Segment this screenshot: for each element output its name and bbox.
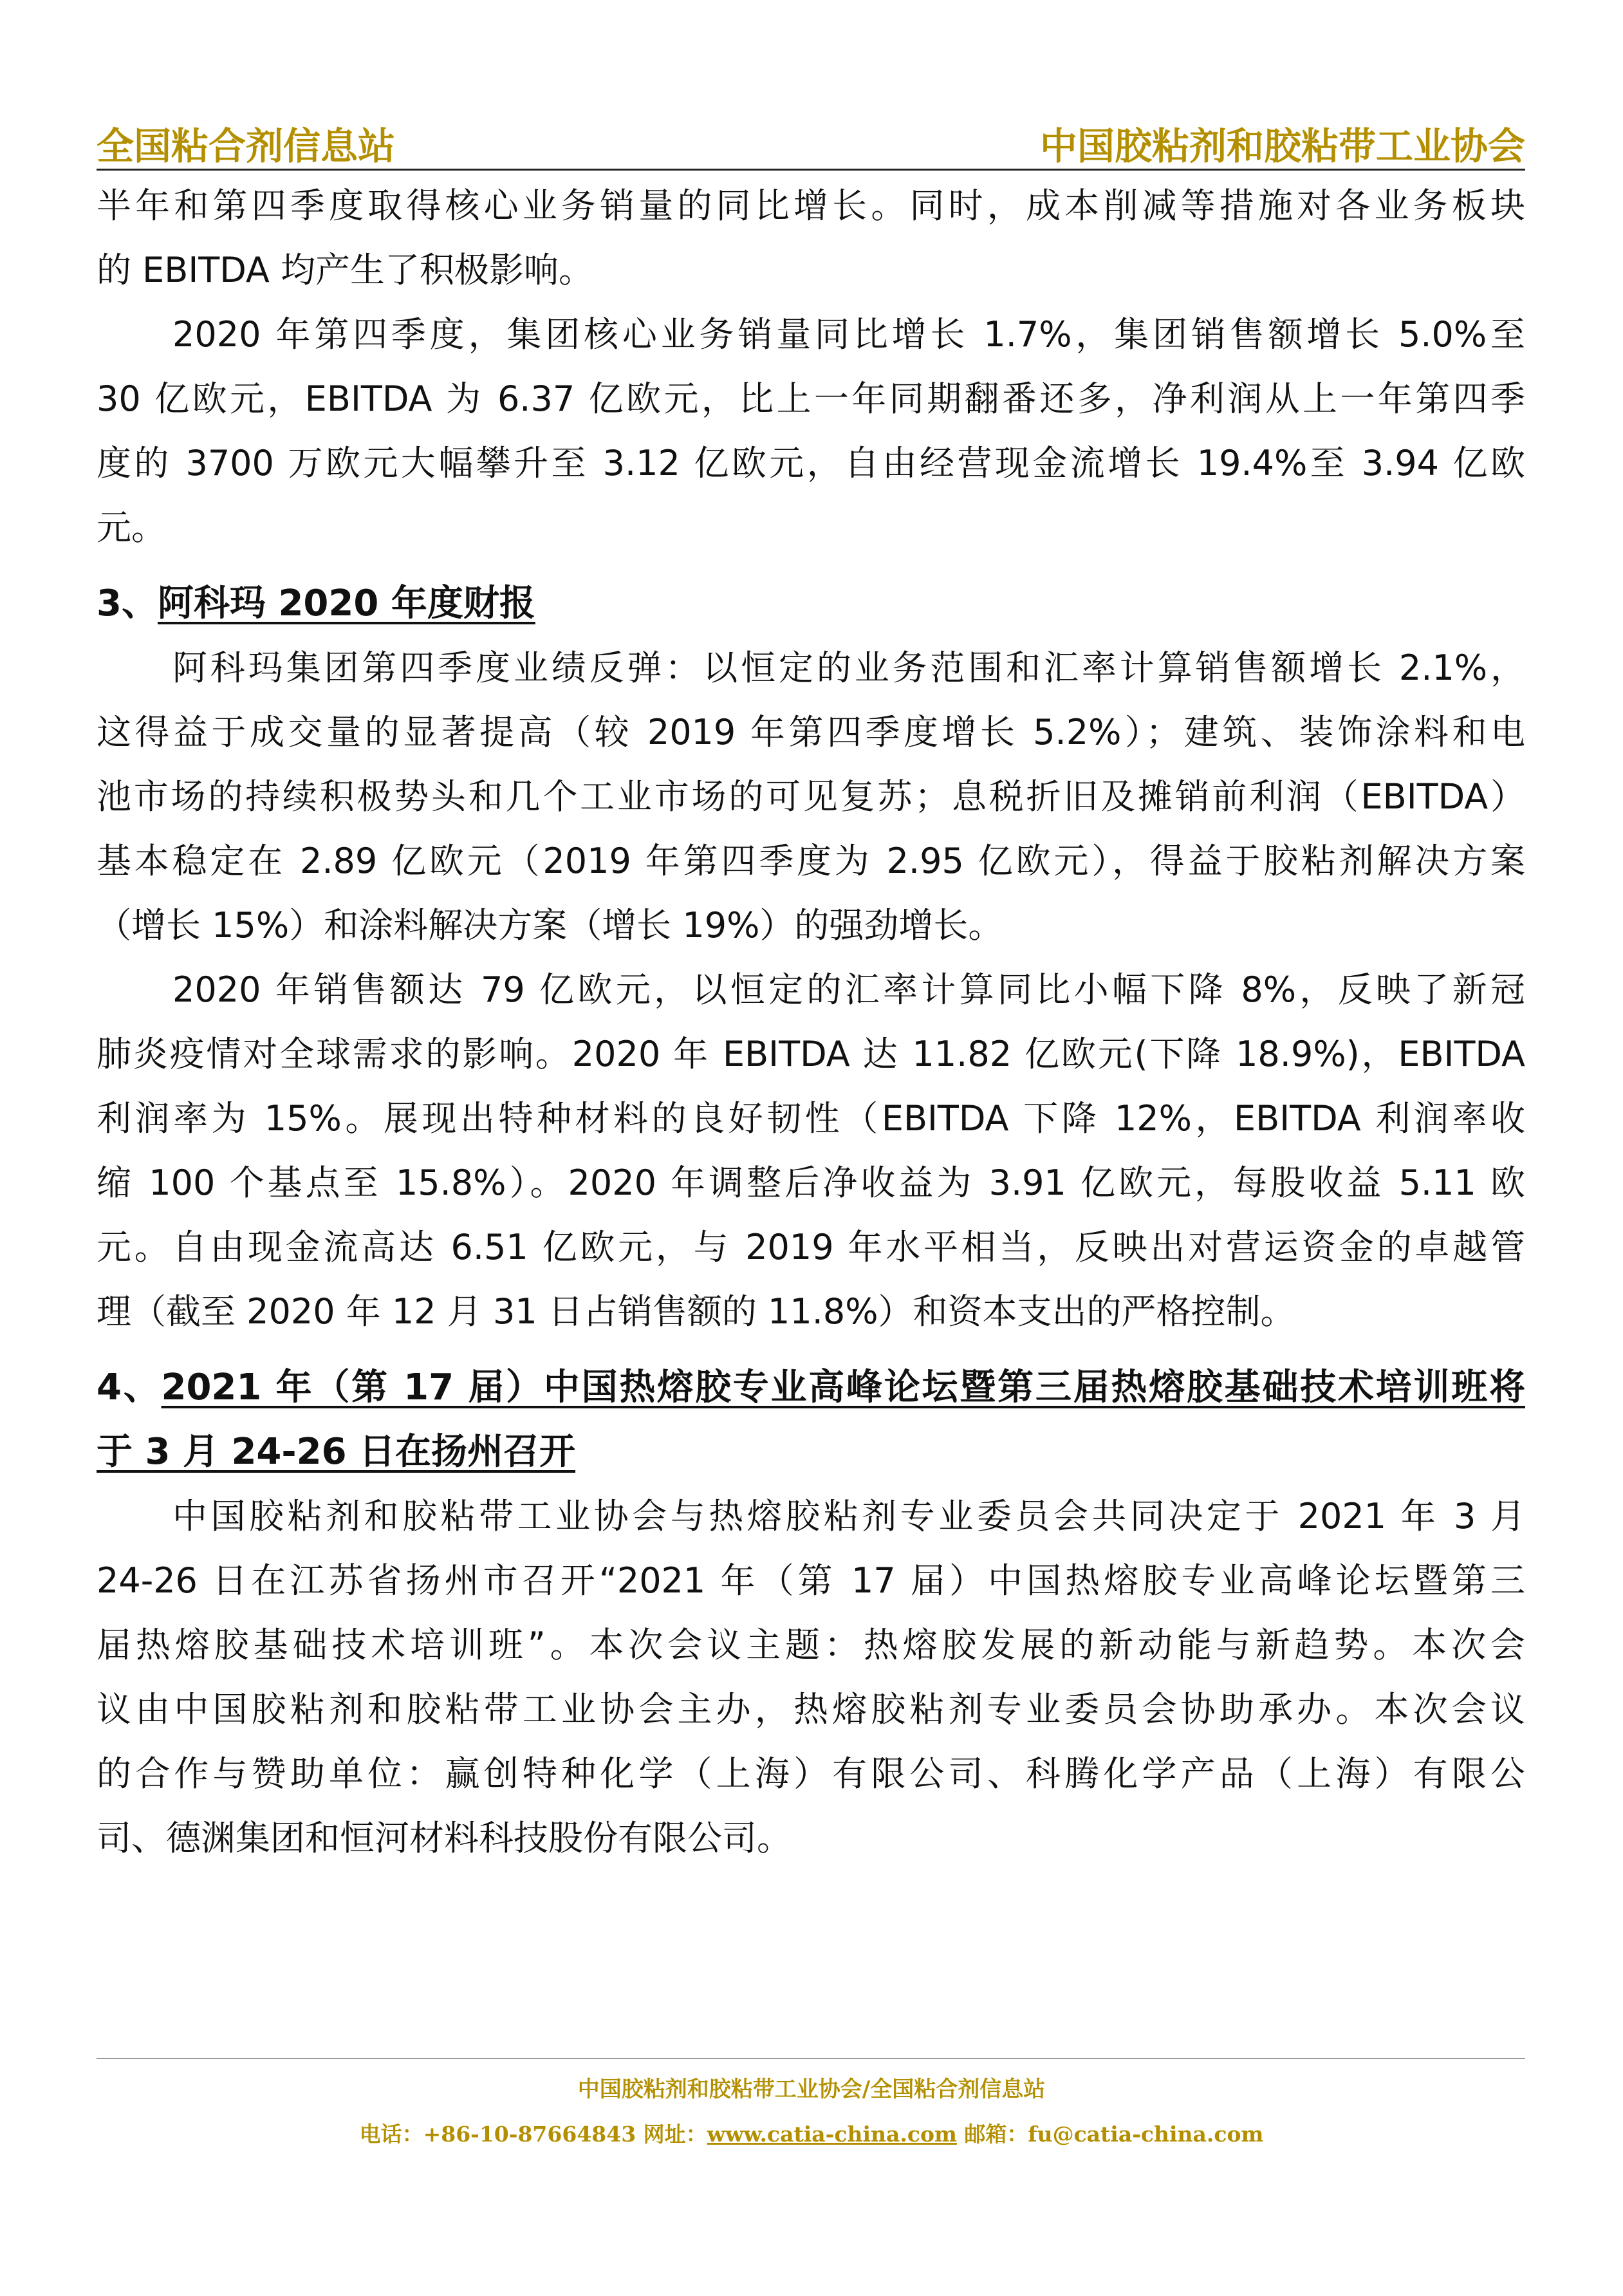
paragraph-5-line-6: 司、德渊集团和恒河材料科技股份有限公司。 xyxy=(97,1818,792,1858)
paragraph-3-line-4: 基本稳定在 2.89 亿欧元（2019 年第四季度为 2.95 亿欧元），得益于胶粘剂解决方案 xyxy=(97,841,1525,881)
section-4-number: 4、 xyxy=(97,1367,162,1408)
paragraph-4-line-4: 缩 100 个基点至 15.8%）。2020 年调整后净收益为 3.91 亿欧元，每股收益 5.11 欧 xyxy=(97,1162,1525,1203)
section-3-heading xyxy=(97,572,1525,636)
paragraph-5-line-3: 届热熔胶基础技术培训班”。本次会议主题：热熔胶发展的新动能与新趋势。本次会 xyxy=(97,1625,1525,1665)
section-3-title: 阿科玛 2020 年度财报 xyxy=(157,583,535,624)
section-4-heading-line-2 xyxy=(97,1420,1525,1484)
footer-organization: 中国胶粘剂和胶粘带工业协会/全国粘合剂信息站 xyxy=(577,2077,1046,2102)
section-3-number: 3、 xyxy=(97,583,158,624)
paragraph-2-line-1: 2020 年第四季度，集团核心业务销量同比增长 1.7%，集团销售额增长 5.0%至 xyxy=(172,314,1525,355)
footer-contact xyxy=(0,2118,1623,2148)
paragraph-3-line-5: （增长 15%）和涂料解决方案（增长 19%）的强劲增长。 xyxy=(97,905,1003,946)
paragraph-4-line-3: 利润率为 15%。展现出特种材料的良好韧性（EBITDA 下降 12%，EBITDA 利润率收 xyxy=(97,1098,1525,1139)
paragraph-5-line-5: 的合作与赞助单位：赢创特种化学（上海）有限公司、科腾化学产品（上海）有限公 xyxy=(97,1753,1525,1794)
footer-phone: 电话：+86-10-87664843 网址： xyxy=(359,2122,707,2147)
section-4-title-part-1: 2021 年（第 17 届）中国热熔胶专业高峰论坛暨第三届热熔胶基础技术培训班将 xyxy=(161,1367,1525,1408)
header-site-name: 全国粘合剂信息站 xyxy=(97,124,396,168)
page-header xyxy=(97,111,1525,171)
paragraph-5-line-4: 议由中国胶粘剂和胶粘带工业协会主办，热熔胶粘剂专业委员会协助承办。本次会议 xyxy=(97,1689,1525,1730)
paragraph-2-line-4: 元。 xyxy=(97,507,166,548)
paragraph-5-line-2: 24-26 日在江苏省扬州市召开“2021 年（第 17 届）中国热熔胶专业高峰论坛暨第三 xyxy=(97,1560,1525,1601)
header-association-name: 中国胶粘剂和胶粘带工业协会 xyxy=(1039,124,1525,168)
document-body xyxy=(97,174,1525,1871)
paragraph-3-line-3: 池市场的持续积极势头和几个工业市场的可见复苏；息税折旧及摊销前利润（EBITDA） xyxy=(97,776,1525,817)
paragraph-4-line-6: 理（截至 2020 年 12 月 31 日占销售额的 11.8%）和资本支出的严格控制。 xyxy=(97,1291,1295,1332)
section-4-title-part-2: 于 3 月 24-26 日在扬州召开 xyxy=(97,1431,576,1473)
footer-website-link[interactable]: www.catia-china.com xyxy=(707,2122,957,2147)
paragraph-4-line-1: 2020 年销售额达 79 亿欧元，以恒定的汇率计算同比小幅下降 8%，反映了新冠 xyxy=(172,969,1525,1010)
section-4-heading-line-1 xyxy=(97,1356,1525,1420)
paragraph-2-line-2: 30 亿欧元，EBITDA 为 6.37 亿欧元，比上一年同期翻番还多，净利润从上一年第四季 xyxy=(97,378,1525,419)
paragraph-4-line-2: 肺炎疫情对全球需求的影响。2020 年 EBITDA 达 11.82 亿欧元(下降 18.9%)，EBITDA xyxy=(97,1034,1525,1074)
paragraph-5-line-1: 中国胶粘剂和胶粘带工业协会与热熔胶粘剂专业委员会共同决定于 2021 年 3 月 xyxy=(172,1496,1525,1536)
paragraph-2-line-3: 度的 3700 万欧元大幅攀升至 3.12 亿欧元，自由经营现金流增长 19.4%至 3.94 亿欧 xyxy=(97,443,1525,483)
paragraph-4-line-5: 元。自由现金流高达 6.51 亿欧元，与 2019 年水平相当，反映出对营运资金的卓越管 xyxy=(97,1227,1525,1267)
paragraph-1-line-2: 的 EBITDA 均产生了积极影响。 xyxy=(97,250,593,290)
paragraph-3-line-1: 阿科玛集团第四季度业绩反弹：以恒定的业务范围和汇率计算销售额增长 2.1%， xyxy=(172,648,1525,688)
paragraph-3-line-2: 这得益于成交量的显著提高（较 2019 年第四季度增长 5.2%）；建筑、装饰涂料和电 xyxy=(97,712,1525,752)
footer-email: 邮箱：fu@catia-china.com xyxy=(956,2122,1264,2147)
paragraph-1-line-1: 半年和第四季度取得核心业务销量的同比增长。同时，成本削减等措施对各业务板块 xyxy=(97,185,1525,226)
footer-divider xyxy=(97,2058,1525,2059)
